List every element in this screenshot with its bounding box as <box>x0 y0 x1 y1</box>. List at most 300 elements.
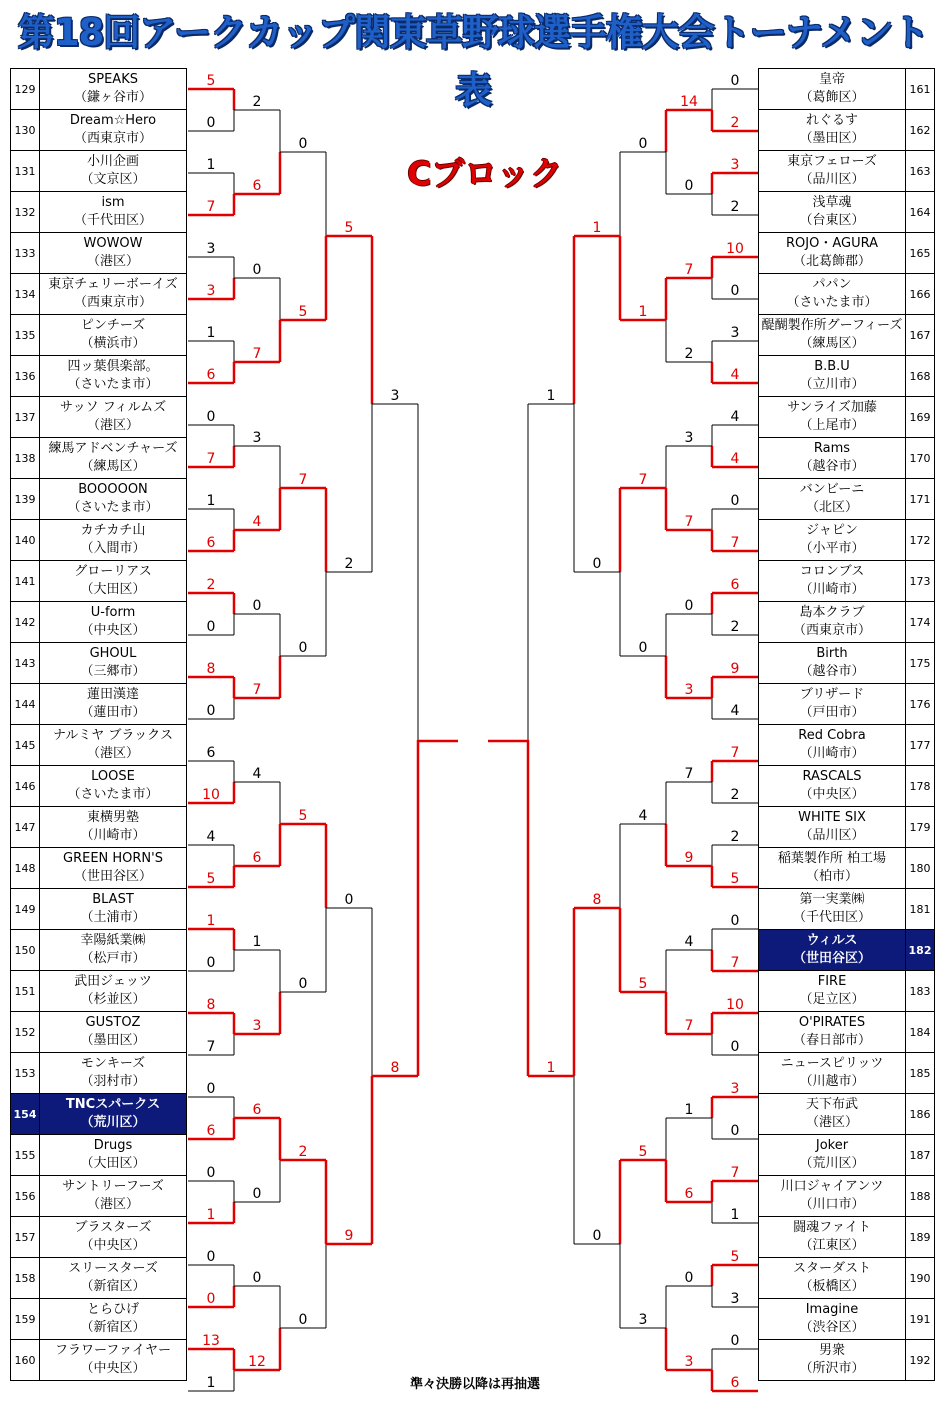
team-row <box>759 1094 935 1135</box>
team-cell <box>759 69 906 110</box>
team-name: フラワーファイヤー <box>54 1343 172 1358</box>
score-label: 5 <box>206 871 216 887</box>
team-name: 練馬アドベンチャーズ <box>48 441 178 456</box>
team-name: LOOSE <box>91 769 135 784</box>
score-label: 5 <box>730 871 740 887</box>
team-name: パパン <box>812 277 852 292</box>
score-label: 9 <box>344 1228 354 1244</box>
team-cell <box>759 356 906 397</box>
team-number: 159 <box>11 1299 40 1340</box>
score-label: 6 <box>252 1102 262 1118</box>
team-area: （渋谷区） <box>799 1320 865 1335</box>
team-area: （北区） <box>805 500 858 515</box>
team-cell <box>40 1135 187 1176</box>
score-label: 5 <box>298 808 308 824</box>
team-name: O'PIRATES <box>798 1015 866 1030</box>
team-name: サンライズ加藤 <box>787 400 877 415</box>
team-area: （中央区） <box>799 787 865 802</box>
score-label: 4 <box>638 808 648 824</box>
team-number: 143 <box>11 643 40 684</box>
team-cell <box>759 1258 906 1299</box>
score-label: 0 <box>730 73 740 89</box>
score-label: 7 <box>730 745 740 761</box>
team-row <box>11 151 187 192</box>
team-area: （川崎市） <box>80 828 146 843</box>
team-area: （港区） <box>86 418 139 433</box>
team-number: 166 <box>906 274 935 315</box>
team-name: 浅草魂 <box>812 195 852 210</box>
team-number: 169 <box>906 397 935 438</box>
team-row <box>759 1340 935 1381</box>
team-cell <box>40 397 187 438</box>
team-cell <box>759 1299 906 1340</box>
team-row <box>11 1053 187 1094</box>
score-label: 3 <box>206 283 216 299</box>
score-label: 0 <box>684 1270 694 1286</box>
team-row <box>11 1299 187 1340</box>
score-label: 0 <box>344 892 354 908</box>
score-label: 7 <box>684 1018 694 1034</box>
team-row <box>11 69 187 110</box>
team-cell <box>40 356 187 397</box>
team-cell <box>759 192 906 233</box>
team-cell <box>759 971 906 1012</box>
team-row <box>11 889 187 930</box>
score-label: 0 <box>730 1123 740 1139</box>
team-area: （品川区） <box>799 172 865 187</box>
score-label: 2 <box>344 556 354 572</box>
score-label: 6 <box>730 1375 740 1391</box>
team-row <box>11 1217 187 1258</box>
team-area: （足立区） <box>799 992 865 1007</box>
score-label: 0 <box>298 136 308 152</box>
team-number: 188 <box>906 1176 935 1217</box>
page-title: 第18回アークカップ関東草野球選手権大会トーナメント表 <box>17 11 929 112</box>
team-cell <box>40 69 187 110</box>
team-name: Drugs <box>93 1138 133 1153</box>
score-label: 2 <box>730 787 740 803</box>
team-name: B.B.U <box>814 359 850 374</box>
team-row <box>11 725 187 766</box>
team-cell <box>40 602 187 643</box>
team-name: 島本クラブ <box>799 605 865 620</box>
team-area: （上尾市） <box>799 418 865 433</box>
team-number: 170 <box>906 438 935 479</box>
team-cell <box>759 889 906 930</box>
team-row <box>759 520 935 561</box>
score-label: 4 <box>206 829 216 845</box>
team-number: 176 <box>906 684 935 725</box>
team-number: 184 <box>906 1012 935 1053</box>
team-name: ウィルス <box>806 933 858 948</box>
team-cell <box>759 1176 906 1217</box>
team-row <box>759 274 935 315</box>
team-row <box>759 69 935 110</box>
team-row <box>11 561 187 602</box>
score-label: 4 <box>730 367 740 383</box>
team-area: （世田谷区） <box>792 951 871 966</box>
team-area: （西東京市） <box>792 623 871 638</box>
team-number: 149 <box>11 889 40 930</box>
team-number: 129 <box>11 69 40 110</box>
team-area: （西東京市） <box>73 295 152 310</box>
team-name: GHOUL <box>89 646 137 661</box>
team-cell <box>40 274 187 315</box>
score-label: 4 <box>730 451 740 467</box>
team-name: バンビーニ <box>799 482 865 497</box>
team-cell <box>759 110 906 151</box>
team-area: （中央区） <box>80 1361 146 1376</box>
team-cell <box>759 233 906 274</box>
team-area: （大田区） <box>80 582 146 597</box>
redraw-note: 準々決勝以降は再抽選 <box>409 1377 540 1392</box>
team-area: （西東京市） <box>73 131 152 146</box>
score-label: 1 <box>252 934 262 950</box>
score-label: 3 <box>638 1312 648 1328</box>
team-number: 174 <box>906 602 935 643</box>
score-label: 10 <box>202 787 220 803</box>
team-cell <box>40 1217 187 1258</box>
team-name: WOWOW <box>83 236 143 251</box>
score-label: 0 <box>206 955 216 971</box>
team-row <box>11 602 187 643</box>
score-label: 0 <box>592 1228 602 1244</box>
block-label: Cブロック <box>407 154 563 193</box>
score-label: 7 <box>730 535 740 551</box>
team-row <box>11 110 187 151</box>
team-name: サントリーフーズ <box>62 1179 164 1194</box>
team-row <box>11 438 187 479</box>
score-label: 1 <box>206 1375 216 1391</box>
team-cell <box>759 520 906 561</box>
score-label: 9 <box>684 850 694 866</box>
score-label: 1 <box>592 220 602 236</box>
team-row <box>11 930 187 971</box>
score-label: 7 <box>252 346 262 362</box>
team-row <box>759 1053 935 1094</box>
team-area: （さいたま市） <box>67 377 159 392</box>
score-label: 4 <box>730 409 740 425</box>
team-row <box>759 561 935 602</box>
team-row <box>759 1258 935 1299</box>
team-cell <box>40 930 187 971</box>
team-cell <box>40 1299 187 1340</box>
team-row <box>11 315 187 356</box>
score-label: 0 <box>252 1186 262 1202</box>
team-number: 183 <box>906 971 935 1012</box>
team-row <box>11 971 187 1012</box>
score-label: 5 <box>206 73 216 89</box>
score-label: 1 <box>546 388 556 404</box>
score-label: 7 <box>684 262 694 278</box>
score-label: 8 <box>206 997 216 1013</box>
score-label: 3 <box>730 1081 740 1097</box>
score-label: 2 <box>730 115 740 131</box>
score-label: 3 <box>730 325 740 341</box>
team-number: 162 <box>906 110 935 151</box>
team-cell <box>40 807 187 848</box>
score-label: 4 <box>252 514 262 530</box>
score-label: 0 <box>252 1270 262 1286</box>
score-label: 3 <box>390 388 400 404</box>
team-cell <box>759 479 906 520</box>
score-label: 0 <box>206 409 216 425</box>
score-label: 4 <box>252 766 262 782</box>
team-number: 167 <box>906 315 935 356</box>
team-cell <box>40 766 187 807</box>
team-row <box>759 438 935 479</box>
score-label: 3 <box>252 1018 262 1034</box>
team-name: ピンチーズ <box>80 318 146 333</box>
team-row <box>11 1012 187 1053</box>
score-label: 1 <box>206 913 216 929</box>
score-label: 0 <box>684 598 694 614</box>
team-name: RASCALS <box>802 769 862 784</box>
team-cell <box>40 971 187 1012</box>
team-name: ナルミヤ ブラックス <box>52 728 174 743</box>
team-cell <box>40 520 187 561</box>
score-label: 14 <box>680 94 698 110</box>
score-label: 0 <box>730 1333 740 1349</box>
team-number: 150 <box>11 930 40 971</box>
score-label: 13 <box>202 1333 220 1349</box>
score-label: 5 <box>638 976 648 992</box>
team-cell <box>759 602 906 643</box>
team-row <box>11 848 187 889</box>
team-number: 145 <box>11 725 40 766</box>
score-label: 0 <box>638 640 648 656</box>
score-label: 3 <box>684 430 694 446</box>
team-number: 144 <box>11 684 40 725</box>
team-area: （越谷市） <box>799 459 865 474</box>
team-area: （横浜市） <box>80 336 146 351</box>
team-area: （練馬区） <box>80 459 146 474</box>
team-number: 132 <box>11 192 40 233</box>
team-number: 191 <box>906 1299 935 1340</box>
team-number: 165 <box>906 233 935 274</box>
team-cell <box>759 1340 906 1381</box>
team-number: 175 <box>906 643 935 684</box>
team-name: 川口ジャイアンツ <box>780 1179 884 1194</box>
team-number: 138 <box>11 438 40 479</box>
score-label: 5 <box>344 220 354 236</box>
team-cell <box>759 725 906 766</box>
score-label: 7 <box>206 1039 216 1055</box>
team-cell <box>40 1176 187 1217</box>
team-row <box>11 1258 187 1299</box>
score-label: 0 <box>252 598 262 614</box>
team-name: U-form <box>90 605 136 620</box>
team-name: ブラスターズ <box>74 1220 152 1235</box>
team-row <box>759 807 935 848</box>
team-name: 第一実業㈱ <box>799 892 865 907</box>
team-number: 153 <box>11 1053 40 1094</box>
team-area: （品川区） <box>799 828 865 843</box>
score-label: 3 <box>206 241 216 257</box>
team-cell <box>759 766 906 807</box>
right-team-table <box>758 68 935 1381</box>
team-row <box>759 1217 935 1258</box>
score-label: 0 <box>730 1039 740 1055</box>
team-row <box>759 233 935 274</box>
team-name: グローリアス <box>74 564 152 579</box>
team-number: 137 <box>11 397 40 438</box>
team-number: 130 <box>11 110 40 151</box>
team-cell <box>759 930 906 971</box>
team-number: 135 <box>11 315 40 356</box>
team-area: （川崎市） <box>799 746 865 761</box>
team-area: （荒川区） <box>799 1156 865 1171</box>
team-number: 168 <box>906 356 935 397</box>
score-label: 6 <box>252 850 262 866</box>
score-label: 8 <box>390 1060 400 1076</box>
score-label: 3 <box>730 157 740 173</box>
team-area: （川崎市） <box>799 582 865 597</box>
team-name: ism <box>101 195 125 210</box>
team-name: 幸陽紙業㈱ <box>80 933 146 948</box>
team-area: （入間市） <box>80 541 146 556</box>
team-row <box>11 766 187 807</box>
team-name: モンキーズ <box>80 1056 146 1071</box>
team-name: 四ッ葉倶楽部。 <box>67 359 159 374</box>
team-area: （新宿区） <box>80 1279 146 1294</box>
team-area: （文京区） <box>80 172 146 187</box>
team-number: 161 <box>906 69 935 110</box>
score-label: 6 <box>684 1186 694 1202</box>
team-number: 157 <box>11 1217 40 1258</box>
team-number: 131 <box>11 151 40 192</box>
team-area: （蓮田市） <box>80 705 146 720</box>
team-row <box>759 1012 935 1053</box>
team-name: Joker <box>815 1138 849 1153</box>
team-row <box>11 520 187 561</box>
team-area: （荒川区） <box>80 1115 146 1130</box>
team-row <box>11 1340 187 1381</box>
team-area: （川口市） <box>799 1197 865 1212</box>
team-row <box>11 807 187 848</box>
team-number: 190 <box>906 1258 935 1299</box>
team-cell <box>40 438 187 479</box>
score-label: 3 <box>684 1354 694 1370</box>
score-label: 0 <box>730 913 740 929</box>
score-label: 0 <box>206 703 216 719</box>
team-area: （土浦市） <box>80 910 146 925</box>
team-name: FIRE <box>817 974 847 989</box>
team-row <box>11 274 187 315</box>
team-row <box>759 151 935 192</box>
score-label: 8 <box>206 661 216 677</box>
team-area: （中央区） <box>80 623 146 638</box>
score-label: 0 <box>206 1081 216 1097</box>
team-row <box>11 1135 187 1176</box>
team-row <box>759 479 935 520</box>
team-area: （越谷市） <box>799 664 865 679</box>
score-label: 3 <box>684 682 694 698</box>
team-name: スターダスト <box>792 1261 871 1276</box>
team-name: コロンブス <box>799 564 865 579</box>
team-name: 天下布武 <box>805 1097 858 1112</box>
score-label: 10 <box>726 997 744 1013</box>
score-label: 0 <box>298 976 308 992</box>
score-label: 7 <box>730 1165 740 1181</box>
team-name: Red Cobra <box>798 728 866 743</box>
team-number: 136 <box>11 356 40 397</box>
team-row <box>759 766 935 807</box>
team-area: （板橋区） <box>799 1279 865 1294</box>
score-label: 4 <box>730 703 740 719</box>
team-cell <box>759 848 906 889</box>
score-label: 1 <box>206 157 216 173</box>
team-number: 156 <box>11 1176 40 1217</box>
team-row <box>11 233 187 274</box>
team-name: Dream☆Hero <box>69 113 157 128</box>
score-label: 1 <box>730 1207 740 1223</box>
team-name: ジャピン <box>806 523 858 538</box>
team-row <box>759 1299 935 1340</box>
team-area: （松戸市） <box>80 951 146 966</box>
team-cell <box>759 807 906 848</box>
team-number: 187 <box>906 1135 935 1176</box>
team-row <box>11 1094 187 1135</box>
score-label: 7 <box>298 472 308 488</box>
team-cell <box>759 684 906 725</box>
team-cell <box>759 274 906 315</box>
team-name: 闘魂ファイト <box>793 1220 871 1235</box>
team-cell <box>759 1135 906 1176</box>
team-number: 151 <box>11 971 40 1012</box>
team-cell <box>759 561 906 602</box>
team-number: 181 <box>906 889 935 930</box>
team-row <box>759 192 935 233</box>
score-label: 1 <box>206 325 216 341</box>
team-area: （戸田市） <box>799 705 865 720</box>
team-area: （台東区） <box>799 213 865 228</box>
team-area: （小平市） <box>799 541 865 556</box>
team-number: 154 <box>11 1094 40 1135</box>
team-row <box>759 110 935 151</box>
team-number: 178 <box>906 766 935 807</box>
score-label: 2 <box>730 829 740 845</box>
score-label: 6 <box>206 367 216 383</box>
score-label: 0 <box>252 262 262 278</box>
team-number: 182 <box>906 930 935 971</box>
team-row <box>11 1176 187 1217</box>
team-number: 141 <box>11 561 40 602</box>
team-row <box>11 397 187 438</box>
score-label: 7 <box>252 682 262 698</box>
score-label: 5 <box>638 1144 648 1160</box>
team-row <box>11 192 187 233</box>
team-cell <box>40 1340 187 1381</box>
team-area: （柏市） <box>805 869 858 884</box>
team-name: Rams <box>813 441 851 456</box>
score-label: 0 <box>684 178 694 194</box>
team-area: （世田谷区） <box>73 869 152 884</box>
team-row <box>759 684 935 725</box>
team-name: BOOOOON <box>78 482 148 497</box>
team-name: 東京フェローズ <box>787 154 877 169</box>
team-cell <box>40 315 187 356</box>
score-label: 0 <box>730 283 740 299</box>
team-name: 小川企画 <box>86 154 139 169</box>
team-number: 146 <box>11 766 40 807</box>
score-label: 7 <box>206 199 216 215</box>
team-name: カチカチ山 <box>80 523 146 538</box>
team-row <box>759 848 935 889</box>
score-label: 0 <box>638 136 648 152</box>
score-label: 7 <box>730 955 740 971</box>
team-number: 189 <box>906 1217 935 1258</box>
